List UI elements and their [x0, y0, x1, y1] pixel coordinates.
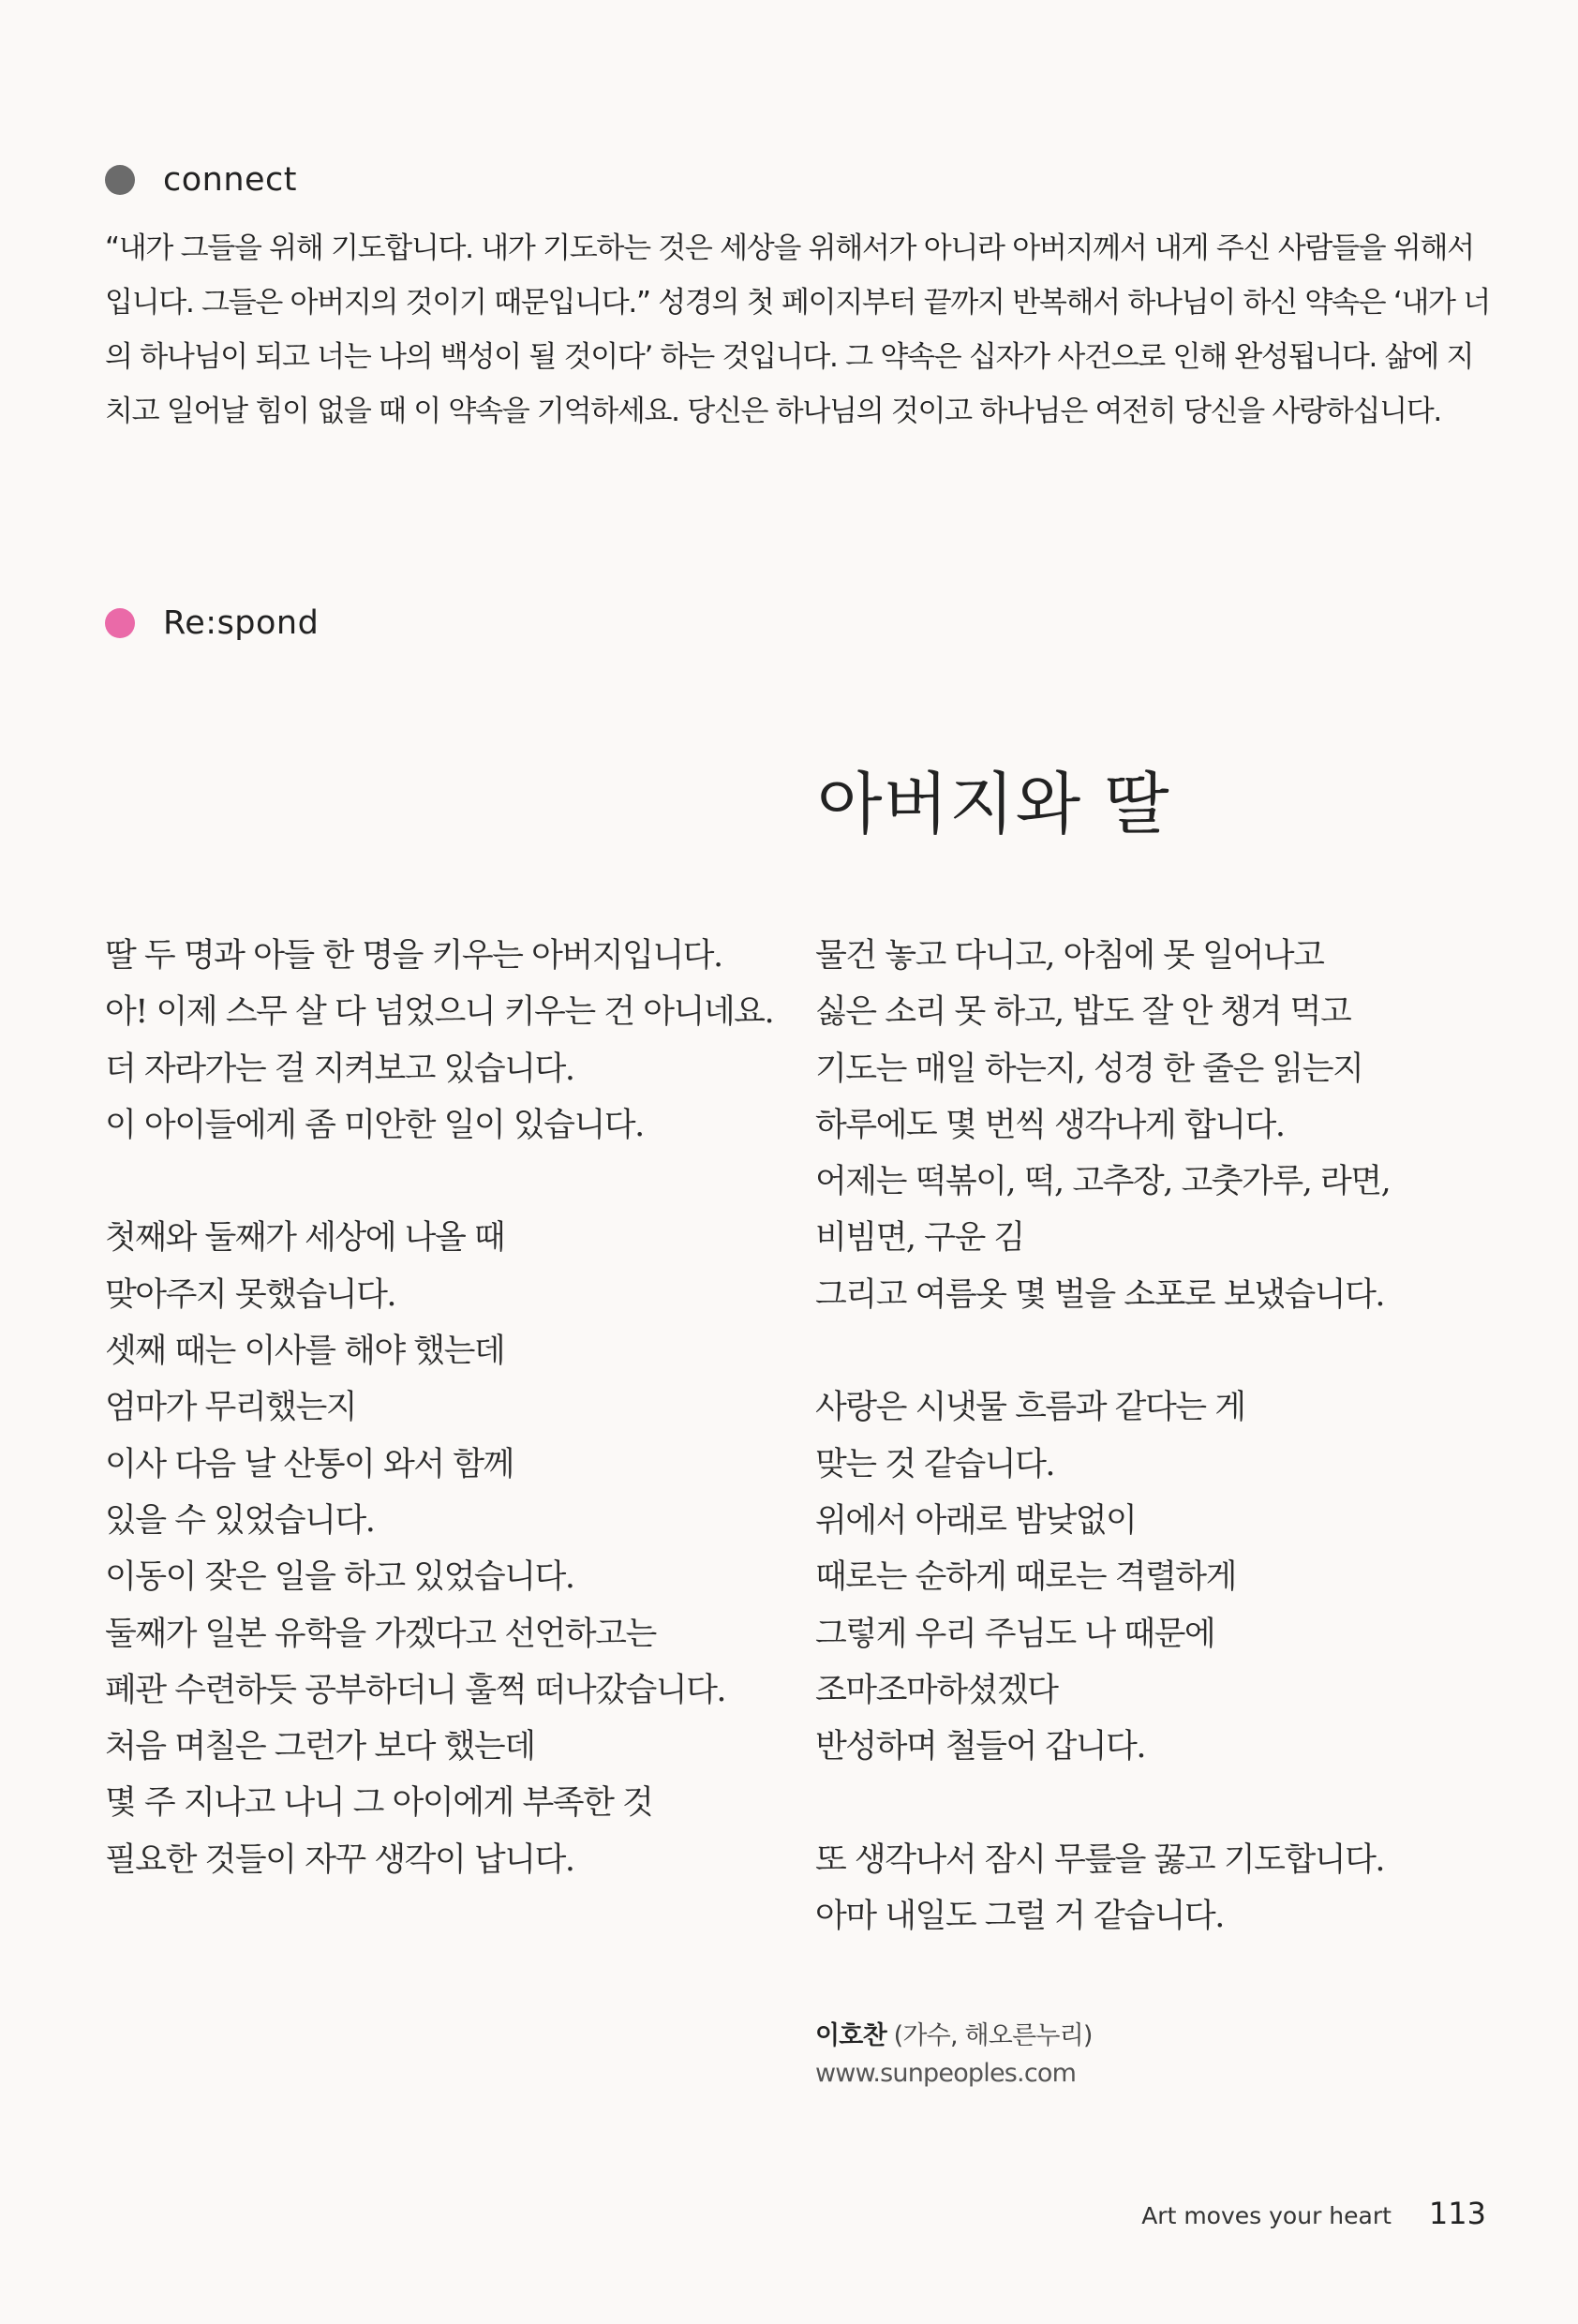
poem-line: 필요한 것들이 자꾸 생각이 납니다.: [105, 1840, 574, 1879]
poem-line: 아마 내일도 그럴 거 같습니다.: [815, 1898, 1224, 1936]
respond-section-header: [105, 604, 319, 642]
poem-line: 어제는 떡볶이, 떡, 고추장, 고춧가루, 라면,: [815, 1163, 1391, 1201]
poem-line: 맞아주지 못했습니다.: [105, 1275, 396, 1314]
poem-line: 첫째와 둘째가 세상에 나올 때: [105, 1219, 505, 1258]
poem-line: 비빔면, 구운 김: [815, 1219, 1024, 1258]
article-title: 아버지와 딸: [817, 765, 1170, 843]
poem-line: 셋째 때는 이사를 해야 했는데: [105, 1333, 505, 1371]
poem-line: 딸 두 명과 아들 한 명을 키우는 아버지입니다.: [105, 937, 722, 975]
footer-tagline: Art moves your heart: [1141, 2202, 1392, 2229]
poem-line: 이사 다음 날 산통이 와서 함께: [105, 1445, 514, 1483]
poem-line: 아! 이제 스무 살 다 넘었으니 키우는 건 아니네요.: [105, 993, 774, 1032]
respond-label: Re:spond: [163, 604, 320, 642]
poem-line: [815, 1775, 1490, 1831]
poem-line: 맞는 것 같습니다.: [815, 1445, 1055, 1483]
poem-line: 하루에도 몇 번씩 생각나게 합니다.: [815, 1106, 1285, 1144]
connect-line: 입니다. 그들은 아버지의 것이기 때문입니다.” 성경의 첫 페이지부터 끝까지 반복해서 하나님이 하신 약속은 ‘내가 너: [105, 286, 1490, 320]
poem-line: [105, 1154, 798, 1210]
poem-line: 폐관 수련하듯 공부하더니 훌쩍 떠나갔습니다.: [105, 1671, 726, 1709]
author-website: www.sunpeoples.com: [815, 2059, 1077, 2088]
poem-line: 사랑은 시냇물 흐름과 같다는 게: [815, 1389, 1245, 1427]
author-name: 이호찬: [815, 2021, 886, 2050]
poem-line: 기도는 매일 하는지, 성경 한 줄은 읽는지: [815, 1050, 1363, 1088]
poem-line: 몇 주 지나고 나니 그 아이에게 부족한 것: [105, 1784, 653, 1823]
connect-section-header: [105, 161, 297, 199]
connect-label: connect: [163, 161, 298, 199]
poem-line: 그렇게 우리 주님도 나 때문에: [815, 1615, 1215, 1653]
poem-line: [815, 1323, 1490, 1379]
poem-line: 반성하며 철들어 갑니다.: [815, 1728, 1145, 1766]
poem-left-column: [105, 928, 798, 1888]
poem-line: 또 생각나서 잠시 무릎을 꿇고 기도합니다.: [815, 1840, 1385, 1879]
page-number: 113: [1428, 2196, 1486, 2231]
connect-bullet-dot: [105, 165, 135, 195]
poem-line: 더 자라가는 걸 지켜보고 있습니다.: [105, 1050, 574, 1088]
poem-line: 처음 며칠은 그런가 보다 했는데: [105, 1728, 535, 1766]
author-role: (가수, 해오른누리): [893, 2021, 1093, 2050]
respond-bullet-dot: [105, 608, 135, 638]
poem-line: 싫은 소리 못 하고, 밥도 잘 안 챙겨 먹고: [815, 993, 1351, 1032]
connect-line: 치고 일어날 힘이 없을 때 이 약속을 기억하세요. 당신은 하나님의 것이고 하나님은 여전히 당신을 사랑하십니다.: [105, 395, 1441, 428]
author-credit: [815, 2015, 1093, 2088]
poem-line: 때로는 순하게 때로는 격렬하게: [815, 1558, 1236, 1597]
poem-line: 있을 수 있었습니다.: [105, 1501, 375, 1540]
poem-line: 그리고 여름옷 몇 벌을 소포로 보냈습니다.: [815, 1275, 1385, 1314]
poem-line: 엄마가 무리했는지: [105, 1389, 357, 1427]
poem-right-column: [815, 928, 1490, 1944]
page-footer: [1141, 2196, 1486, 2231]
poem-line: 조마조마하셨겠다: [815, 1671, 1058, 1709]
connect-paragraph: [105, 221, 1490, 439]
poem-line: 위에서 아래로 밤낮없이: [815, 1501, 1137, 1540]
connect-line: “내가 그들을 위해 기도합니다. 내가 기도하는 것은 세상을 위해서가 아니라 아버지께서 내게 주신 사람들을 위해서: [105, 231, 1474, 265]
poem-line: 이 아이들에게 좀 미안한 일이 있습니다.: [105, 1106, 644, 1144]
poem-line: 둘째가 일본 유학을 가겠다고 선언하고는: [105, 1615, 656, 1653]
poem-line: 이동이 잦은 일을 하고 있었습니다.: [105, 1558, 574, 1597]
poem-line: 물건 놓고 다니고, 아침에 못 일어나고: [815, 937, 1324, 975]
connect-line: 의 하나님이 되고 너는 나의 백성이 될 것이다’ 하는 것입니다. 그 약속은 십자가 사건으로 인해 완성됩니다. 삶에 지: [105, 340, 1474, 374]
